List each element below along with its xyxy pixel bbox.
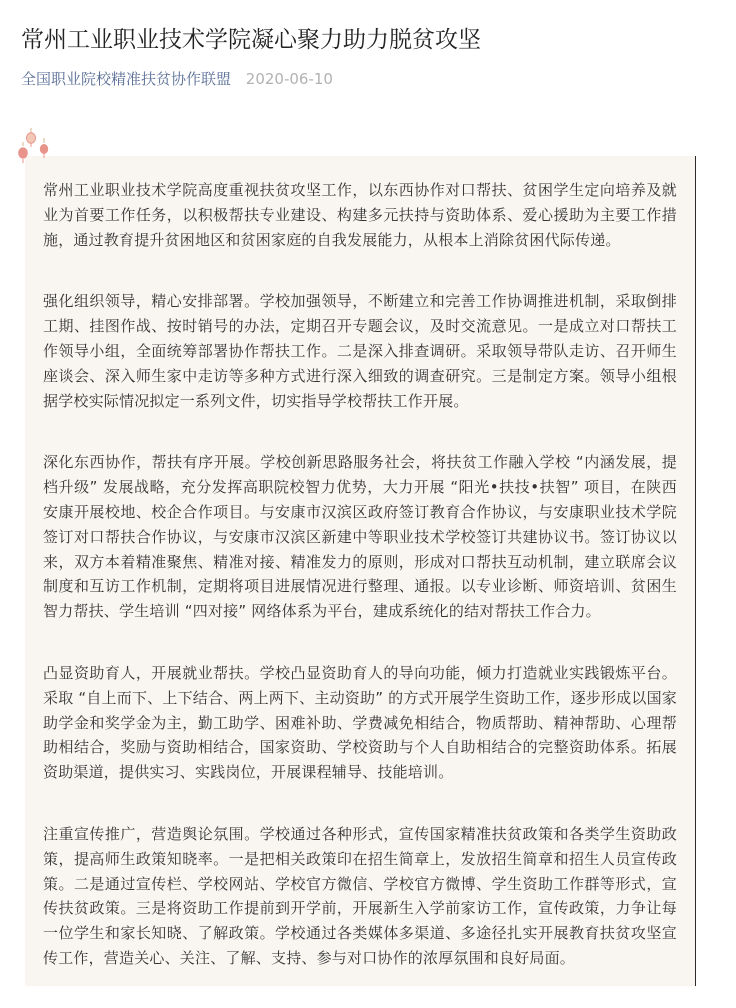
source-account-link[interactable]: 全国职业院校精准扶贫协作联盟 <box>21 70 232 88</box>
article-body <box>43 178 677 1008</box>
body-paragraph: 注重宣传推广，营造舆论氛围。学校通过各种形式，宣传国家精准扶贫政策和各类学生资助政策，提高师生政策知晓率。一是把相关政策印在招生简章上，发放招生简章和招生人员宣传政策。二是通过宣传栏、学校网站、学校官方微信、学校官方微博、学生资助工作群等形式，宣传扶贫政策。三是将资助工作提前到开学前，开展新生入学前家访工作，宣传政策，力争让每一位学生和家长知晓、了解政策。学校通过各类媒体多渠道、多途径扎实开展教育扶贫攻坚宣传工作，营造关心、关注、了解、支持、参与对口协作的浓厚氛围和良好局面。 <box>43 824 677 967</box>
article-title: 常州工业职业技术学院凝心聚力助力脱贫攻坚 <box>21 27 481 53</box>
body-paragraph: 强化组织领导，精心安排部署。学校加强领导，不断建立和完善工作协调推进机制，采取倒排工期、挂图作战、按时销号的办法，定期召开专题会议，及时交流意见。一是成立对口帮扶工作领导小组，全面统筹部署协作帮扶工作。二是深入排查调研。采取领导带队走访、召开师生座谈会、深入师生家中走访等多种方式进行深入细致的调查研究。三是制定方案。领导小组根据学校实际情况拟定一系列文件，切实指导学校帮扶工作开展。 <box>43 292 677 410</box>
body-paragraph: 凸显资助育人，开展就业帮扶。学校凸显资助育人的导向功能，倾力打造就业实践锻炼平台。采取 “自上而下、上下结合、两上两下、主动资助” 的方式开展学生资助工作，逐步形成以国家助学金和奖学金为主，勤工助学、困难补助、学费减免相结合，物质帮助、精神帮助、心理帮助相结合，奖励与资助相结合，国家资助、学校资助与个人自助相结合的完整资助体系。拓展资助渠道，提供实习、实践岗位，开展课程辅导、技能培训。 <box>43 663 677 782</box>
body-paragraph: 深化东西协作，帮扶有序开展。学校创新思路服务社会，将扶贫工作融入学校 “内涵发展，提档升级” 发展战略，充分发挥高职院校智力优势，大力开展 “阳光•扶技•扶智” 项目，在陕西安康开展校地、校企合作项目。与安康市汉滨区政府签订教育合作协议，与安康职业技术学院签订对口帮扶合作协议，与安康市汉滨区新建中等职业技术学校签订共建协议书。签订协议以来，双方本着精准聚焦、精准对接、精准发力的原则，形成对口帮扶互动机制，建立联席会议制度和互访工作机制，定期将项目进展情况进行整理、通报。以专业诊断、师资培训、贫困生智力帮扶、学生培训 “四对接” 网络体系为平台，建成系统化的结对帮扶工作合力。 <box>43 453 677 621</box>
publish-date: 2020-06-10 <box>245 70 333 88</box>
article-meta <box>21 68 333 90</box>
body-paragraph: 常州工业职业技术学院高度重视扶贫攻坚工作，以东西协作对口帮扶、贫困学生定向培养及就业为首要工作任务，以积极帮扶专业建设、构建多元扶持与资助体系、爱心援助为主要工作措施，通过教育提升贫困地区和贫困家庭的自我发展能力，从根本上消除贫困代际传递。 <box>43 181 677 249</box>
lanterns-icon <box>16 128 56 168</box>
